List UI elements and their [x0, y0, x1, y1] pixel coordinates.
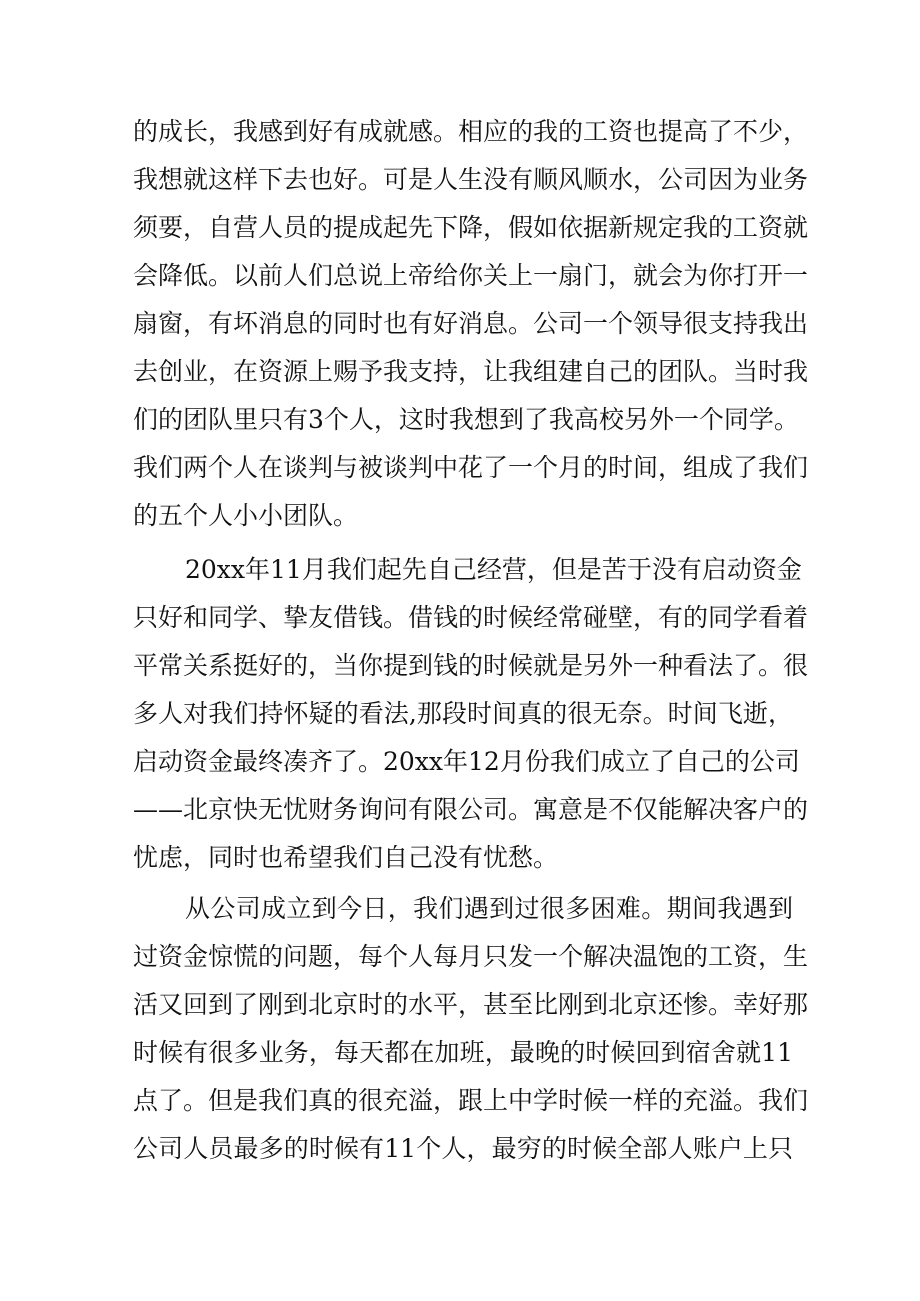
text-line: 会降低。以前人们总说上帝给你关上一扇门，就会为你打开一: [133, 261, 809, 290]
text-line: 忧虑，同时也希望我们自己没有忧愁。: [133, 843, 559, 872]
text-line: 公司人员最多的时候有11个人，最穷的时候全部人账户上只: [133, 1134, 793, 1163]
text-line: ——北京快无忧财务询问有限公司。寓意是不仅能解决客户的: [133, 795, 809, 824]
text-line: 们的团队里只有3个人，这时我想到了我高校另外一个同学。: [133, 405, 799, 434]
paragraph-2: [133, 546, 809, 882]
text-line: 平常关系挺好的，当你提到钱的时候就是另外一种看法了。很: [133, 651, 809, 680]
text-line: 我们两个人在谈判与被谈判中花了一个月的时间，组成了我们: [133, 453, 809, 482]
text-line: 只好和同学、挚友借钱。借钱的时候经常碰壁，有的同学看着: [133, 603, 809, 632]
paragraph-1: [133, 108, 809, 540]
text-line: 启动资金最终凑齐了。20xx年12月份我们成立了自己的公司: [133, 747, 800, 776]
text-line: 过资金惊慌的问题，每个人每月只发一个解决温饱的工资，生: [133, 942, 809, 971]
text-line: 点了。但是我们真的很充溢，跟上中学时候一样的充溢。我们: [133, 1086, 809, 1115]
text-line: 的成长，我感到好有成就感。相应的我的工资也提高了不少，: [133, 117, 809, 146]
text-line: 的五个人小小团队。: [133, 501, 359, 530]
paragraph-3: [133, 885, 809, 1173]
text-line: 去创业，在资源上赐予我支持，让我组建自己的团队。当时我: [133, 357, 809, 386]
text-line: 时候有很多业务，每天都在加班，最晚的时候回到宿舍就11: [133, 1038, 793, 1067]
text-line: 扇窗，有坏消息的同时也有好消息。公司一个领导很支持我出: [133, 309, 809, 338]
text-line: 须要，自营人员的提成起先下降，假如依据新规定我的工资就: [133, 213, 809, 242]
text-line: 多人对我们持怀疑的看法,那段时间真的很无奈。时间飞逝，: [133, 699, 793, 728]
text-line: 从公司成立到今日，我们遇到过很多困难。期间我遇到: [185, 894, 793, 923]
text-line: 20xx年11月我们起先自己经营，但是苦于没有启动资金: [185, 555, 802, 584]
text-line: 我想就这样下去也好。可是人生没有顺风顺水，公司因为业务: [133, 165, 809, 194]
text-line: 活又回到了刚到北京时的水平，甚至比刚到北京还惨。幸好那: [133, 990, 809, 1019]
